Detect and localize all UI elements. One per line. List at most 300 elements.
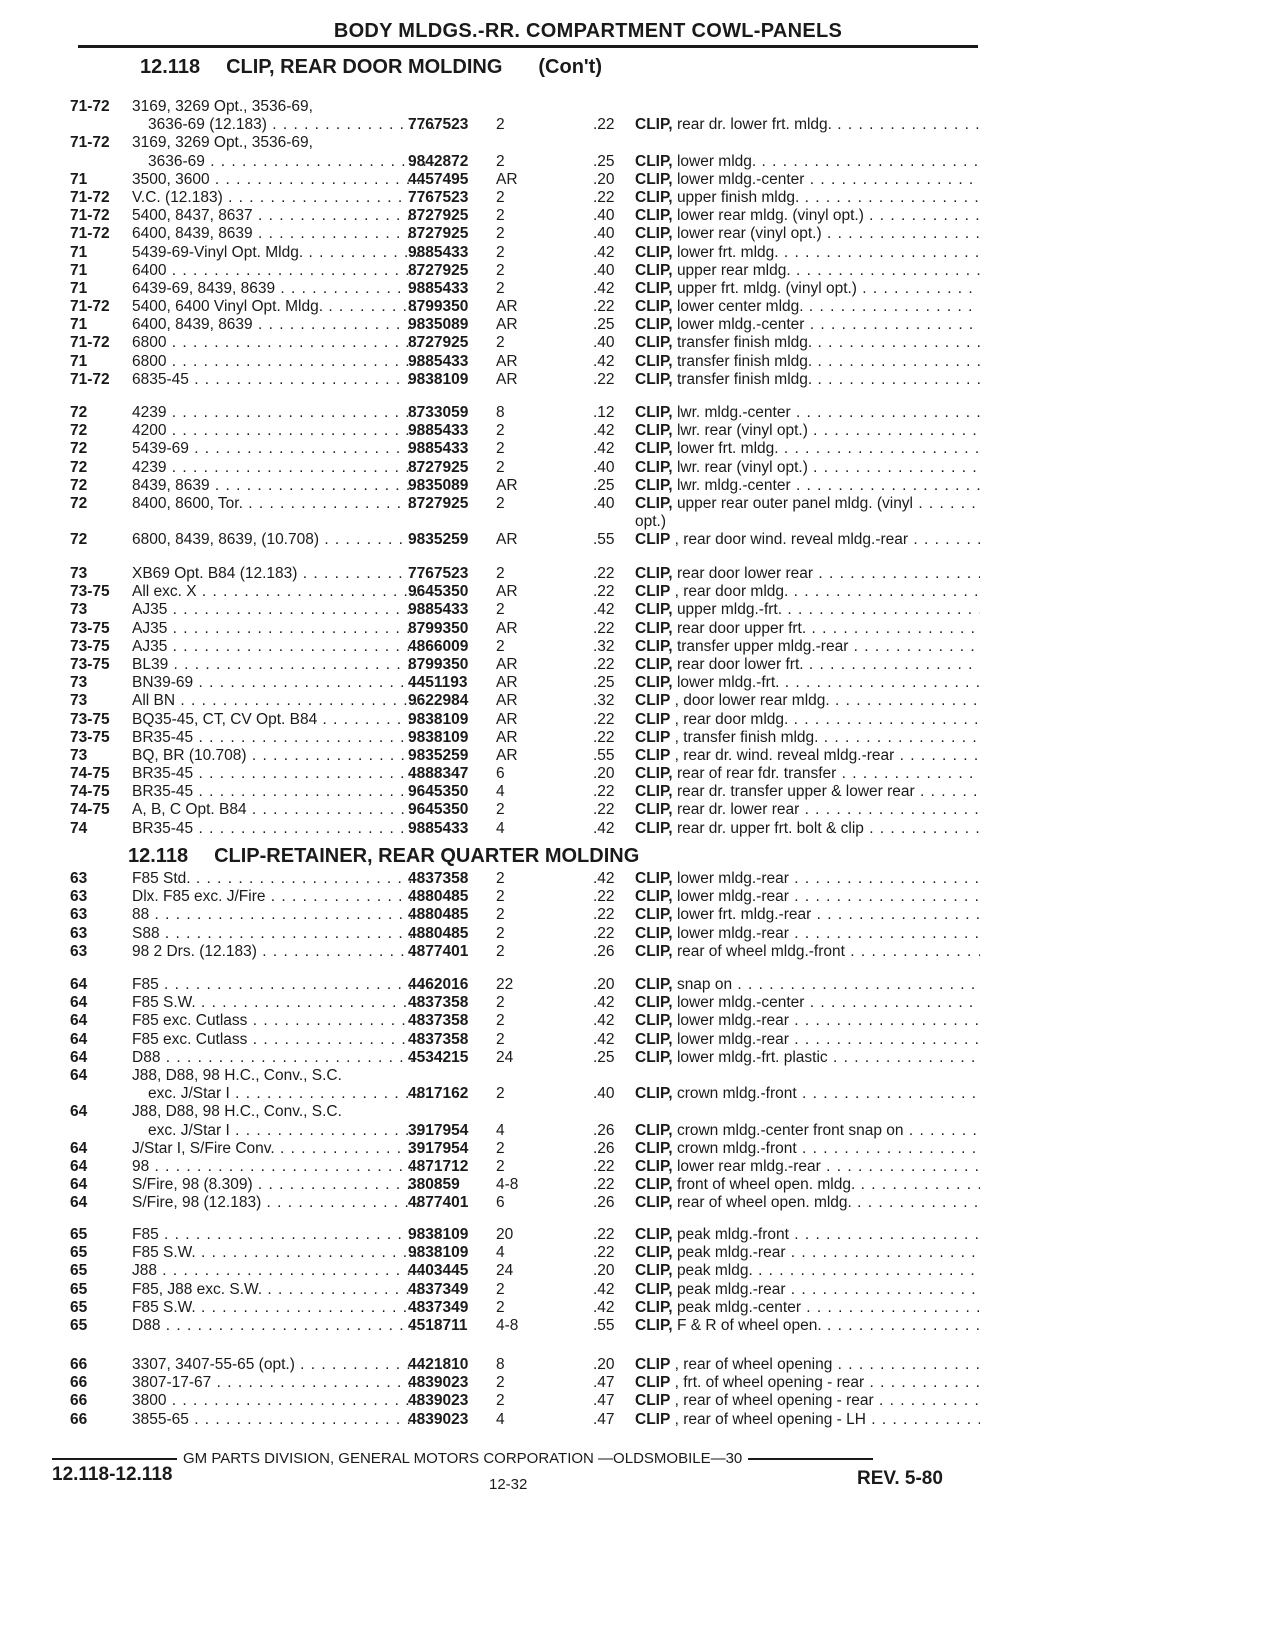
- model-year: 71: [70, 316, 88, 334]
- parts-row: [70, 976, 1000, 994]
- parts-row: [70, 477, 1000, 495]
- part-description: [635, 1194, 980, 1212]
- model-year: 65: [70, 1298, 88, 1316]
- part-number: 4837358: [408, 1012, 469, 1030]
- model-year: 72: [70, 422, 88, 440]
- part-number: 3917954: [408, 1121, 469, 1139]
- price: .40: [593, 207, 615, 225]
- model-numbers: 3500, 3600 . . .: [132, 171, 422, 189]
- part-description: [635, 1356, 980, 1374]
- part-label: CLIP,: [635, 1139, 673, 1157]
- parts-row: [70, 1299, 1000, 1317]
- part-description: [635, 1317, 980, 1335]
- part-number: 8799350: [408, 298, 469, 316]
- description-text: transfer upper mldg.-rear: [676, 637, 849, 655]
- parts-row: [70, 244, 1000, 262]
- price: .47: [593, 1392, 615, 1410]
- model-year: 71-72: [70, 134, 110, 152]
- part-number: 4817162: [408, 1085, 469, 1103]
- parts-row: [70, 1194, 1000, 1212]
- part-label: CLIP,: [635, 976, 673, 993]
- part-number: 9838109: [408, 1226, 469, 1243]
- model-year: 71-72: [70, 225, 110, 243]
- price: .40: [593, 494, 615, 512]
- model-numbers: 4239 . . .: [132, 404, 422, 422]
- part-number: 9835259: [408, 531, 469, 549]
- parts-row: [70, 994, 1000, 1012]
- quantity: AR: [496, 692, 518, 710]
- part-number: 4871712: [408, 1157, 469, 1175]
- part-description: [635, 1281, 980, 1299]
- model-numbers: F85 . . .: [132, 1226, 422, 1244]
- description-text: lower mldg.-frt. plastic: [676, 1048, 828, 1066]
- model-year: 72: [70, 531, 88, 549]
- parts-row: [70, 565, 1000, 583]
- parts-row: [70, 440, 1000, 458]
- part-label: CLIP,: [635, 243, 673, 261]
- quantity: 2: [496, 440, 505, 458]
- part-number: 4534215: [408, 1048, 469, 1066]
- model-numbers: F85 S.W. . . .: [132, 994, 422, 1012]
- price: .42: [593, 870, 615, 887]
- model-year: 63: [70, 888, 88, 906]
- part-label: CLIP,: [635, 906, 673, 924]
- quantity: 2: [496, 1392, 505, 1410]
- part-number: 8727925: [408, 334, 469, 352]
- quantity: 24: [496, 1048, 514, 1066]
- part-description: [635, 440, 980, 458]
- parts-row: [70, 783, 1000, 801]
- description-text: lower mldg.-frt.: [676, 674, 780, 692]
- part-label: CLIP,: [635, 225, 673, 243]
- header-rule: [78, 45, 978, 48]
- quantity: 2: [496, 243, 505, 261]
- price: .20: [593, 1262, 615, 1280]
- part-number: 4888347: [408, 765, 469, 783]
- parts-row: [70, 225, 1000, 243]
- parts-row: [70, 1158, 1000, 1176]
- part-label: CLIP,: [635, 279, 673, 297]
- quantity: 6: [496, 765, 505, 783]
- footer-rule: [52, 1458, 177, 1460]
- part-label: CLIP,: [635, 152, 673, 170]
- quantity: 20: [496, 1226, 514, 1243]
- quantity: 2: [496, 279, 505, 297]
- part-description: [635, 1049, 980, 1067]
- model-year: 73: [70, 601, 88, 619]
- price: .26: [593, 1194, 615, 1212]
- model-year: 64: [70, 1066, 88, 1084]
- model-numbers: AJ35 . . .: [132, 601, 422, 619]
- parts-row: [70, 711, 1000, 729]
- description-text: transfer finish mldg.: [676, 370, 813, 388]
- part-label: CLIP,: [635, 783, 673, 801]
- part-number: 4866009: [408, 637, 469, 655]
- quantity: AR: [496, 298, 518, 316]
- part-label: CLIP,: [635, 334, 673, 352]
- model-year: 73-75: [70, 655, 110, 673]
- quantity: 2: [496, 1280, 505, 1298]
- model-year: 73: [70, 565, 88, 582]
- parts-row: [70, 620, 1000, 638]
- part-number: 7767523: [408, 565, 469, 582]
- model-numbers: 5439-69-Vinyl Opt. Mldg. . . .: [132, 244, 422, 262]
- model-year: 63: [70, 906, 88, 924]
- part-number: 7767523: [408, 188, 469, 206]
- part-label: CLIP,: [635, 458, 673, 476]
- description-text: lower rear (vinyl opt.): [676, 225, 822, 243]
- price: .20: [593, 976, 615, 993]
- footer-division: GM PARTS DIVISION, GENERAL MOTORS CORPORATION —OLDSMOBILE—30: [183, 1450, 743, 1467]
- part-number: 9645350: [408, 801, 469, 819]
- model-year: 72: [70, 404, 88, 421]
- parts-row: [70, 116, 1000, 134]
- model-year: 64: [70, 1176, 88, 1194]
- model-numbers: F85 exc. Cutlass . . .: [132, 1031, 422, 1049]
- part-label: CLIP,: [635, 1030, 673, 1048]
- part-label: CLIP,: [635, 1316, 673, 1334]
- part-label: CLIP,: [635, 674, 673, 692]
- description-text: rear of rear fdr. transfer: [676, 765, 837, 783]
- parts-row: [70, 171, 1000, 189]
- quantity: 2: [496, 994, 505, 1012]
- model-year: 71-72: [70, 207, 110, 225]
- part-description: [635, 298, 980, 316]
- model-year: 65: [70, 1226, 88, 1243]
- section-title: CLIP-RETAINER, REAR QUARTER MOLDING: [214, 845, 640, 867]
- description-text: , rear door wind. reveal mldg.-rear: [674, 531, 909, 549]
- quantity: AR: [496, 583, 518, 601]
- part-description: [635, 1122, 980, 1140]
- part-description: [635, 116, 980, 134]
- description-text: lower mldg.-rear: [676, 924, 789, 942]
- description-text: rear of wheel mldg.-front: [676, 942, 845, 960]
- quantity: 2: [496, 924, 505, 942]
- parts-row: [70, 1085, 1000, 1103]
- model-numbers: BN39-69 . . .: [132, 674, 422, 692]
- price: .42: [593, 279, 615, 297]
- part-description: [635, 1140, 980, 1158]
- quantity: AR: [496, 170, 518, 188]
- model-year: 64: [70, 1194, 88, 1212]
- model-numbers: D88 . . .: [132, 1049, 422, 1067]
- part-label: CLIP,: [635, 565, 673, 582]
- part-description: [635, 870, 980, 888]
- price: .42: [593, 422, 615, 440]
- section-heading-rear-quarter: [128, 845, 639, 868]
- part-label: CLIP,: [635, 1121, 673, 1139]
- part-description: [635, 565, 980, 583]
- part-description: [635, 334, 980, 352]
- part-description: [635, 674, 980, 692]
- part-number: 4839023: [408, 1374, 469, 1392]
- part-label: CLIP: [635, 1374, 671, 1392]
- parts-row: [70, 747, 1000, 765]
- description-text: rear door upper frt.: [676, 619, 807, 637]
- parts-row: [70, 583, 1000, 601]
- part-label: CLIP,: [635, 1085, 673, 1103]
- description-text: lower frt. mldg.: [676, 440, 779, 458]
- quantity: 2: [496, 1012, 505, 1030]
- model-year: 66: [70, 1356, 88, 1373]
- quantity: 2: [496, 637, 505, 655]
- parts-row: [70, 1049, 1000, 1067]
- model-numbers: 6800 . . .: [132, 334, 422, 352]
- parts-row: [70, 1356, 1000, 1374]
- model-numbers: 3855-65 . . .: [132, 1411, 422, 1429]
- part-number: 9885433: [408, 352, 469, 370]
- parts-row: [70, 280, 1000, 298]
- price: .47: [593, 1374, 615, 1392]
- part-number: 4839023: [408, 1392, 469, 1410]
- part-label: CLIP: [635, 746, 671, 764]
- part-description: [635, 513, 980, 531]
- footer-section-range: 12.118-12.118: [52, 1464, 173, 1485]
- part-description: [635, 316, 980, 334]
- part-number: 8733059: [408, 404, 469, 421]
- part-number: 8799350: [408, 619, 469, 637]
- part-number: 9838109: [408, 370, 469, 388]
- part-label: CLIP,: [635, 601, 673, 619]
- description-text: , transfer finish mldg.: [674, 728, 819, 746]
- model-numbers: J88 . . .: [132, 1262, 422, 1280]
- part-number: 4837349: [408, 1298, 469, 1316]
- model-numbers: BR35-45 . . .: [132, 729, 422, 747]
- model-numbers: A, B, C Opt. B84 . . .: [132, 801, 422, 819]
- parts-row: [70, 943, 1000, 961]
- quantity: AR: [496, 674, 518, 692]
- model-year: 63: [70, 942, 88, 960]
- model-numbers: 98 2 Drs. (12.183) . . .: [132, 943, 422, 961]
- parts-group-63: [70, 870, 1000, 961]
- parts-group-73-75: [70, 565, 1000, 838]
- description-text: lower mldg.-rear: [676, 870, 789, 887]
- part-description: [635, 1411, 980, 1429]
- part-number: 4837358: [408, 1030, 469, 1048]
- part-number: 8727925: [408, 458, 469, 476]
- price: .42: [593, 994, 615, 1012]
- quantity: 2: [496, 261, 505, 279]
- price: .32: [593, 692, 615, 710]
- quantity: 2: [496, 801, 505, 819]
- model-year: 65: [70, 1280, 88, 1298]
- part-description: [635, 583, 980, 601]
- part-label: CLIP,: [635, 1157, 673, 1175]
- part-number: 9885433: [408, 279, 469, 297]
- parts-row: [70, 925, 1000, 943]
- parts-row: [70, 1392, 1000, 1410]
- part-label: CLIP,: [635, 370, 673, 388]
- part-number: 4839023: [408, 1410, 469, 1428]
- part-description: [635, 404, 980, 422]
- model-numbers: BQ35-45, CT, CV Opt. B84 . . .: [132, 711, 422, 729]
- quantity: AR: [496, 476, 518, 494]
- price: .40: [593, 261, 615, 279]
- model-year: 72: [70, 494, 88, 512]
- part-number: 9885433: [408, 422, 469, 440]
- parts-row: [70, 1122, 1000, 1140]
- part-label: CLIP,: [635, 1194, 673, 1212]
- quantity: 2: [496, 334, 505, 352]
- price: .25: [593, 476, 615, 494]
- model-numbers: BR35-45 . . .: [132, 820, 422, 838]
- model-numbers: 3807-17-67 . . .: [132, 1374, 422, 1392]
- quantity: 2: [496, 1157, 505, 1175]
- part-number: 4451193: [408, 674, 468, 692]
- quantity: 2: [496, 906, 505, 924]
- part-label: CLIP: [635, 1356, 671, 1373]
- part-description: [635, 171, 980, 189]
- price: .40: [593, 334, 615, 352]
- price: .26: [593, 1139, 615, 1157]
- model-numbers: 6835-45 . . .: [132, 371, 422, 389]
- part-description: [635, 765, 980, 783]
- part-number: 4837349: [408, 1280, 469, 1298]
- description-text: peak mldg.: [676, 1262, 753, 1280]
- part-description: [635, 820, 980, 838]
- description-text: , rear of wheel opening: [674, 1356, 833, 1373]
- quantity: AR: [496, 655, 518, 673]
- parts-row: [70, 495, 1000, 513]
- price: .22: [593, 619, 615, 637]
- part-description: [635, 531, 980, 549]
- parts-row: [70, 801, 1000, 819]
- part-description: [635, 225, 980, 243]
- parts-row: [70, 1140, 1000, 1158]
- part-description: [635, 1085, 980, 1103]
- part-number: 4837358: [408, 994, 469, 1012]
- quantity: AR: [496, 619, 518, 637]
- part-number: 8727925: [408, 261, 469, 279]
- model-year: 73-75: [70, 710, 110, 728]
- price: .22: [593, 710, 615, 728]
- part-label: CLIP,: [635, 422, 673, 440]
- footer-division-line: [52, 1450, 962, 1467]
- part-label: CLIP,: [635, 1298, 673, 1316]
- model-year: 71-72: [70, 98, 110, 115]
- price: .55: [593, 746, 615, 764]
- part-number: 9838109: [408, 1244, 469, 1262]
- part-description: [635, 906, 980, 924]
- part-description: [635, 280, 980, 298]
- part-label: CLIP: [635, 710, 671, 728]
- model-numbers: 5439-69 . . .: [132, 440, 422, 458]
- parts-row: [70, 134, 1000, 152]
- price: .22: [593, 906, 615, 924]
- model-numbers: 5400, 8437, 8637 . . .: [132, 207, 422, 225]
- description-text: upper rear outer panel mldg. (vinyl: [676, 494, 914, 512]
- quantity: AR: [496, 746, 518, 764]
- part-description: [635, 638, 980, 656]
- part-label: CLIP,: [635, 801, 673, 819]
- model-numbers: 6800, 8439, 8639, (10.708) . . .: [132, 531, 422, 549]
- part-number: 9645350: [408, 783, 469, 801]
- parts-row: [70, 1067, 1000, 1085]
- price: .40: [593, 1085, 615, 1103]
- price: .42: [593, 1030, 615, 1048]
- part-description: [635, 477, 980, 495]
- parts-group-64: [70, 976, 1000, 1212]
- model-year: 65: [70, 1244, 88, 1262]
- parts-row: [70, 601, 1000, 619]
- model-numbers: 6800 . . .: [132, 353, 422, 371]
- part-number: 8727925: [408, 494, 469, 512]
- model-year: 73-75: [70, 619, 110, 637]
- footer-revision: REV. 5-80: [857, 1468, 943, 1489]
- part-label: CLIP,: [635, 261, 673, 279]
- part-number: 9885433: [408, 440, 469, 458]
- part-description: [635, 207, 980, 225]
- model-numbers: S/Fire, 98 (12.183) . . .: [132, 1194, 422, 1212]
- parts-row: [70, 371, 1000, 389]
- price: .22: [593, 1244, 615, 1262]
- model-year: 71-72: [70, 334, 110, 352]
- parts-row: [70, 1281, 1000, 1299]
- price: .20: [593, 170, 615, 188]
- quantity: 2: [496, 1298, 505, 1316]
- model-year: 65: [70, 1316, 88, 1334]
- description-text: transfer finish mldg.: [676, 334, 813, 352]
- description-text: upper rear mldg.: [676, 261, 791, 279]
- parts-row: [70, 404, 1000, 422]
- price: .40: [593, 225, 615, 243]
- part-description: [635, 422, 980, 440]
- part-label: CLIP,: [635, 942, 673, 960]
- model-numbers: 4239 . . .: [132, 459, 422, 477]
- parts-row: [70, 153, 1000, 171]
- part-label: CLIP,: [635, 924, 673, 942]
- parts-group-65: [70, 1226, 1000, 1335]
- description-text: front of wheel open. mldg.: [676, 1176, 856, 1194]
- price: .22: [593, 801, 615, 819]
- model-numbers: BQ, BR (10.708) . . .: [132, 747, 422, 765]
- parts-row: [70, 656, 1000, 674]
- quantity: 2: [496, 942, 505, 960]
- part-label: CLIP,: [635, 765, 673, 783]
- description-text: lower mldg.-center: [676, 170, 805, 188]
- part-description: [635, 495, 980, 513]
- part-label: CLIP: [635, 1392, 671, 1410]
- price: .26: [593, 1121, 615, 1139]
- model-year: 71: [70, 279, 88, 297]
- quantity: 4: [496, 783, 505, 801]
- model-numbers: BL39 . . .: [132, 656, 422, 674]
- part-number: 9885433: [408, 243, 469, 261]
- section-heading-rear-door: [140, 56, 602, 79]
- description-text: peak mldg.-rear: [676, 1280, 786, 1298]
- price: .55: [593, 1316, 615, 1334]
- part-number: 4877401: [408, 1194, 469, 1212]
- model-numbers: F85 Std. . . .: [132, 870, 422, 888]
- model-numbers: All BN . . .: [132, 692, 422, 710]
- model-year: 66: [70, 1374, 88, 1392]
- description-text: lower frt. mldg.-rear: [676, 906, 812, 924]
- part-description: [635, 1374, 980, 1392]
- parts-row: [70, 765, 1000, 783]
- part-description: [635, 1031, 980, 1049]
- parts-row: [70, 422, 1000, 440]
- quantity: 2: [496, 207, 505, 225]
- part-description: [635, 1158, 980, 1176]
- quantity: AR: [496, 352, 518, 370]
- part-number: 8727925: [408, 207, 469, 225]
- part-label: CLIP,: [635, 494, 673, 512]
- description-text: , rear dr. wind. reveal mldg.-rear: [674, 746, 895, 764]
- quantity: 2: [496, 458, 505, 476]
- quantity: 8: [496, 1356, 505, 1373]
- parts-group-66: [70, 1356, 1000, 1429]
- price: .42: [593, 1012, 615, 1030]
